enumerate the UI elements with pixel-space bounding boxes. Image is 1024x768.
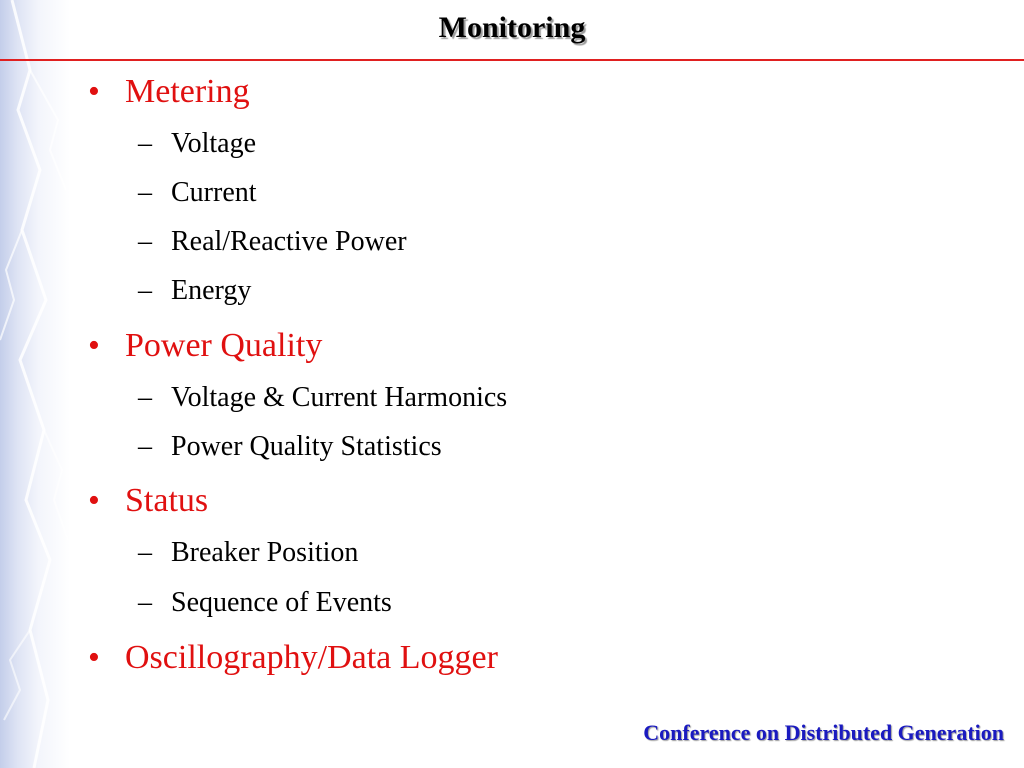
slide-footer: Conference on Distributed Generation [643, 720, 1004, 745]
subitem-label: Voltage & Current Harmonics [171, 382, 508, 413]
subitem-label: Energy [171, 275, 252, 306]
subitem-marker: – [138, 226, 152, 257]
bullet-marker: • [88, 482, 100, 519]
subitem-label: Current [171, 177, 257, 208]
subitem-marker: – [138, 275, 152, 306]
subitem-label: Power Quality Statistics [171, 431, 442, 462]
bullet-label: Status [125, 482, 209, 519]
subitem-label: Voltage [171, 128, 257, 159]
bullet-marker: • [88, 327, 100, 364]
bullet-label: Metering [125, 73, 250, 110]
subitem-label: Real/Reactive Power [171, 226, 407, 257]
bullet-label: Oscillography/Data Logger [125, 639, 498, 676]
subitem-marker: – [138, 382, 152, 413]
slide-title: Monitoring [438, 11, 586, 44]
subitem-marker: – [138, 431, 152, 462]
subitem-marker: – [138, 537, 152, 568]
subitem-marker: – [138, 128, 152, 159]
subitem-label: Breaker Position [171, 537, 359, 568]
subitem-marker: – [138, 587, 152, 618]
bullet-marker: • [88, 73, 100, 110]
bullet-label: Power Quality [125, 327, 323, 364]
bullet-marker: • [88, 639, 100, 676]
subitem-marker: – [138, 177, 152, 208]
subitem-label: Sequence of Events [171, 587, 392, 618]
